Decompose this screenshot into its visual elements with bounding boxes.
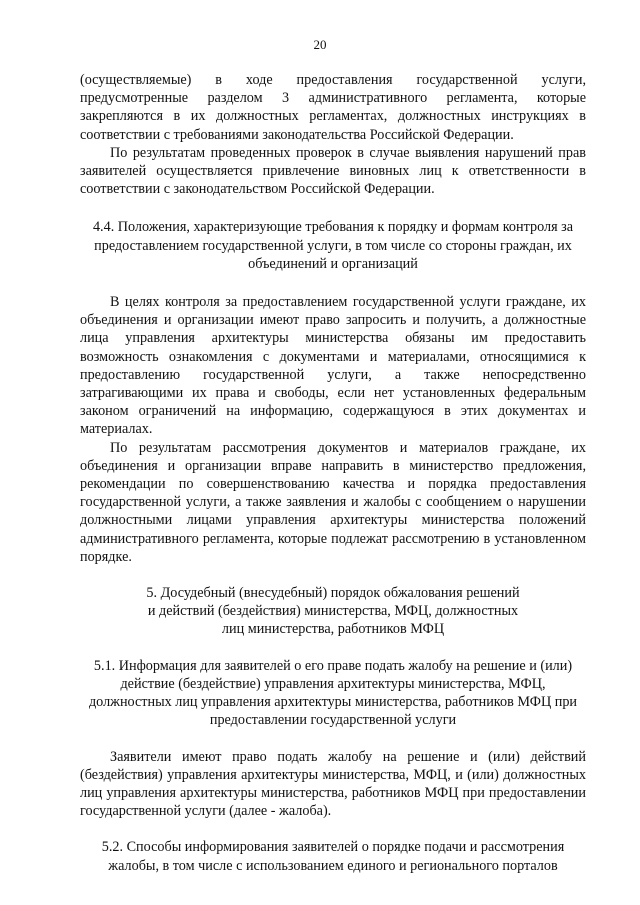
page-number: 20 bbox=[313, 37, 327, 52]
document-body bbox=[80, 71, 586, 875]
section-heading-5-line-3: лиц министерства, работников МФЦ bbox=[221, 621, 445, 638]
paragraph-inspection-results: По результатам проведенных проверок в случае выявления нарушений прав заявителей осуществляется привлечение виновных лиц к ответственности в соответствии с законодательством Российской Федерации. bbox=[80, 144, 586, 198]
paragraph-responsibility-continued: (осуществляемые) в ходе предоставления государственной услуги, предусмотренные разделом 3 административного регламента, которые закрепляются в их должностных регламентах, должностных инструкциях в соответствии с требованиями законодательства Российской Федерации. bbox=[80, 72, 586, 143]
section-heading-5-2: 5.2. Способы информирования заявителей о порядке подачи и рассмотрения жалобы, в том числе с использованием единого и регионального порталов bbox=[101, 839, 565, 874]
section-heading-5-line-2: и действий (бездействия) министерства, МФЦ, должностных bbox=[147, 603, 519, 620]
section-heading-4-4: 4.4. Положения, характеризующие требования к порядку и формам контроля за предоставлением государственной услуги, в том числе со стороны граждан, их объединений и организаций bbox=[92, 219, 574, 272]
paragraph-complaint-right: Заявители имеют право подать жалобу на решение и (или) действий (бездействия) управления архитектуры министерства, МФЦ, и (или) должностных лиц управления архитектуры министерства, работников МФЦ при предоставлении государственной услуги (далее - жалоба). bbox=[80, 748, 586, 820]
paragraph-review-results: По результатам рассмотрения документов и материалов граждане, их объединения и организации вправе направить в министерство предложения, рекомендации по совершенствованию качества и порядка предоставления государственной услуги, а также заявления и жалобы с сообщением о нарушении должностными лицами управления архитектуры министерства положений административного регламента, которые подлежат рассмотрению в установленном порядке. bbox=[80, 439, 586, 565]
paragraph-citizen-control: В целях контроля за предоставлением государственной услуги граждане, их объединения и организации имеют право запросить и получить, а должностные лица управления архитектуры министерства обязаны им предоставить возможность ознакомления с документами и материалами, относящимися к предоставлению государственной услуги, а также непосредственно затрагивающими их права и свободы, если нет установленных федеральным законом ограничений на информацию, содержащуюся в этих документах и материалах. bbox=[80, 294, 586, 438]
section-heading-5-line-1: 5. Досудебный (внесудебный) порядок обжалования решений bbox=[146, 585, 520, 602]
section-heading-5-1: 5.1. Информация для заявителей о его праве подать жалобу на решение и (или) действие (бездействие) управления архитектуры министерства, МФЦ, должностных лиц управления архитектуры министерства, работников МФЦ при предоставлении государственной услуги bbox=[88, 657, 578, 729]
